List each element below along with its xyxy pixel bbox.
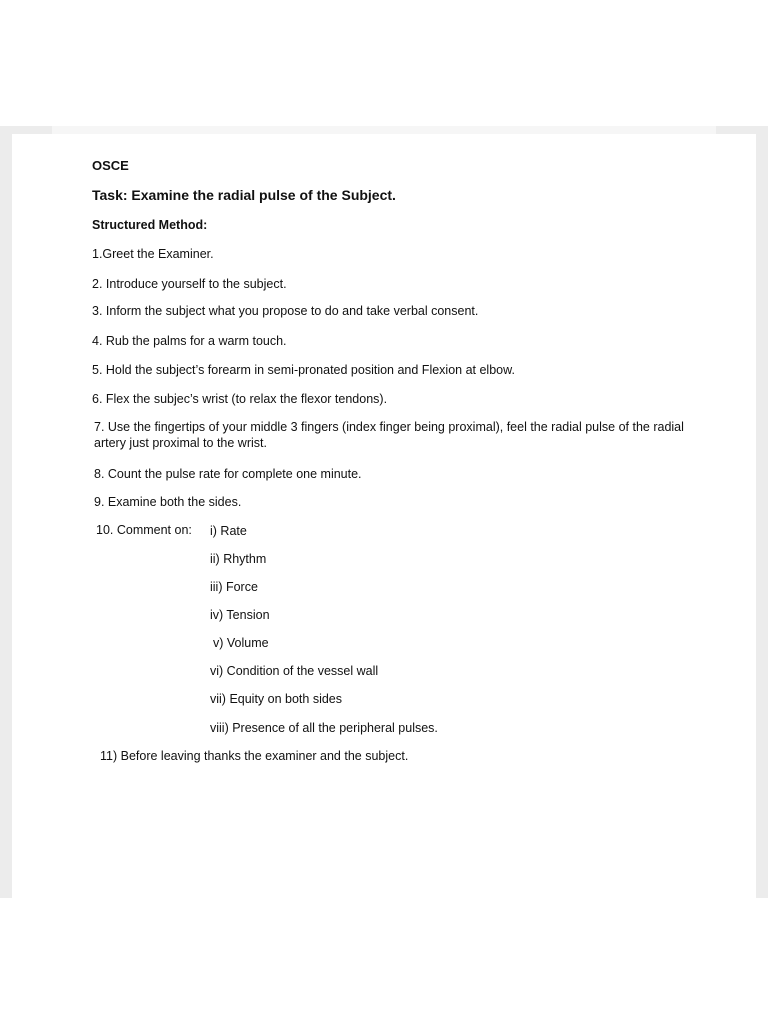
step-4: 4. Rub the palms for a warm touch. bbox=[92, 334, 287, 348]
step-8: 8. Count the pulse rate for complete one minute. bbox=[94, 467, 362, 481]
sheet-top-edge bbox=[52, 126, 716, 134]
comment-item-tension: iv) Tension bbox=[210, 608, 270, 622]
step-11: 11) Before leaving thanks the examiner and the subject. bbox=[100, 749, 409, 763]
comment-item-equity: vii) Equity on both sides bbox=[210, 692, 343, 706]
method-label: Structured Method: bbox=[92, 218, 208, 232]
step-3: 3. Inform the subject what you propose to do and take verbal consent. bbox=[92, 304, 479, 318]
step-10: 10. Comment on: bbox=[96, 523, 192, 537]
comment-item-vessel-wall: vi) Condition of the vessel wall bbox=[210, 664, 379, 678]
comment-item-peripheral-pulses: viii) Presence of all the peripheral pulses. bbox=[210, 721, 438, 735]
step-9: 9. Examine both the sides. bbox=[94, 495, 242, 509]
step-2: 2. Introduce yourself to the subject. bbox=[92, 277, 287, 291]
comment-item-rate: i) Rate bbox=[210, 524, 247, 538]
step-7: 7. Use the fingertips of your middle 3 fingers (index finger being proximal), feel the radial pulse of the radial artery just proximal to the wrist. bbox=[94, 420, 684, 450]
comment-item-force: iii) Force bbox=[210, 580, 258, 594]
step-5: 5. Hold the subject’s forearm in semi-pronated position and Flexion at elbow. bbox=[92, 363, 515, 377]
step-1: 1.Greet the Examiner. bbox=[92, 247, 214, 261]
document-heading: OSCE bbox=[92, 158, 129, 173]
comment-item-volume: v) Volume bbox=[213, 636, 269, 650]
task-title: Task: Examine the radial pulse of the Subject. bbox=[92, 187, 396, 203]
step-6: 6. Flex the subjec’s wrist (to relax the flexor tendons). bbox=[92, 392, 388, 406]
comment-item-rhythm: ii) Rhythm bbox=[210, 552, 267, 566]
